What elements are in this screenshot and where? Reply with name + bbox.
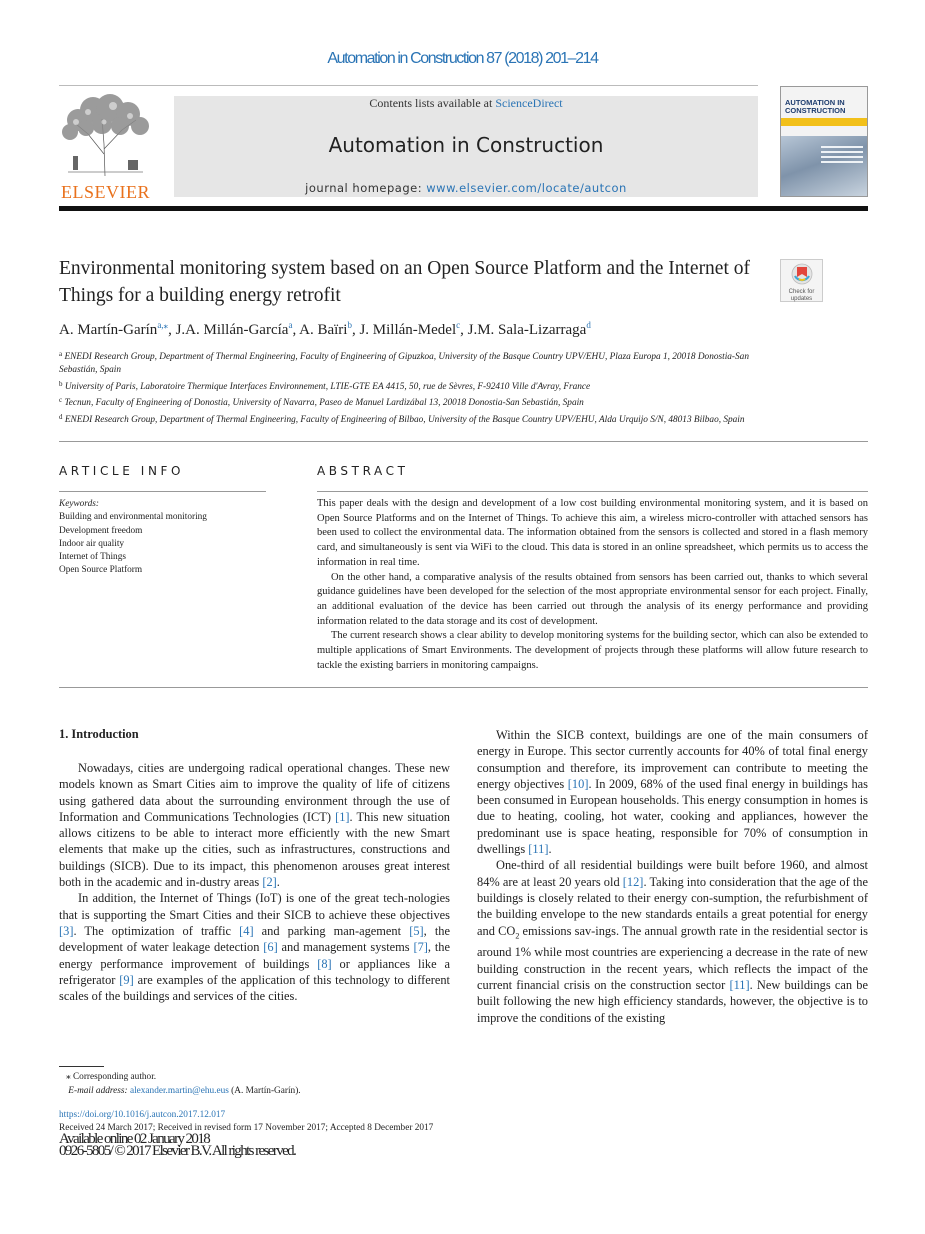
homepage-prefix: journal homepage: bbox=[305, 181, 427, 195]
body-paragraph bbox=[59, 760, 450, 890]
text: , the development of water leakage detection bbox=[59, 923, 450, 955]
citation-link[interactable]: [9] bbox=[119, 972, 134, 987]
citation-link[interactable]: [6] bbox=[263, 940, 278, 955]
author-affil-sup[interactable]: a,⁎ bbox=[157, 320, 169, 330]
text: emissions sav-ings. The annual growth rate in the residential sector is around 1% while most countries are experiencing a decrease in the rate of new building construction in the recent years, which reflects the impact of the current financial crisis on the construction sector bbox=[477, 923, 868, 992]
affiliation-sup: d bbox=[59, 412, 63, 421]
divider bbox=[59, 687, 868, 688]
received-dates: Received 24 March 2017; Received in revised form 17 November 2017; Accepted 8 December 2017 bbox=[59, 1123, 434, 1133]
author-list bbox=[59, 320, 859, 339]
header-thick-rule bbox=[59, 206, 868, 211]
text: . New buildings can be built following the new high efficiency standards, however, the objective is to improve the conditions of the existing bbox=[477, 977, 868, 1025]
abstract-paragraph: This paper deals with the design and development of a low cost building environmental monitoring system, and it is based on Open Source Platforms and on the Internet of Things. To achieve this aim, a wireless micro-controller with attached sensors has been used to collect the environmental data. The information obtained from the sensors is collected and stored in a flash memory card, and simultaneously is sent via WiFi to the cloud. This data is stored in an online spreadsheet, which permits us to access the information in real time. bbox=[317, 498, 868, 568]
citation-link[interactable]: [5] bbox=[409, 923, 424, 938]
divider bbox=[317, 491, 868, 492]
doi-link[interactable]: https://doi.org/10.1016/j.autcon.2017.12.017 bbox=[59, 1110, 226, 1120]
body-paragraph bbox=[477, 857, 868, 1025]
email-link[interactable]: alexander.martin@ehu.eus bbox=[129, 1085, 229, 1096]
crossmark-label-1: Check for bbox=[788, 289, 815, 295]
article-info-heading: ARTICLE INFO bbox=[59, 464, 185, 478]
contents-line bbox=[174, 96, 758, 111]
abstract-body bbox=[317, 497, 868, 673]
citation-link[interactable]: [11] bbox=[729, 977, 750, 992]
citation-link[interactable]: [12] bbox=[622, 874, 644, 889]
available-online: Available online 02 January 2018 bbox=[59, 1131, 210, 1147]
text: . This new situation allows citizens to be able to interact more efficiently with the new Smart elements that make up the cities, such as infrastructures, constructions and buildings (SICB). Due to its impact, this phenomenon arouses great interest both in the academic and in-dustry areas bbox=[59, 809, 451, 890]
abstract-heading: ABSTRACT bbox=[317, 464, 409, 478]
body-paragraph bbox=[59, 890, 450, 1004]
contents-prefix: Contents lists available at bbox=[369, 96, 496, 110]
text: Nowadays, cities are undergoing radical operational changes. These new models known as Smart Cities aim to improve the quality of life of citizens using gathered data about the surrounding environment through the use of Information and Communications Technologies (ICT) bbox=[59, 761, 450, 824]
abstract-paragraph: On the other hand, a comparative analysis of the results obtained from sensors has been carried out, thanks to which several guidance guidelines have been developed for the selection of the most appropriate environmental sensor for each project. Finally, an additional evaluation of the device has been carried out through the analysis of its energy performance and providing information related to the data storage and its cost of development. bbox=[317, 571, 868, 627]
divider bbox=[59, 441, 868, 442]
article-title: Environmental monitoring system based on an Open Source Platform and the Internet of Things for a building energy retrofit bbox=[59, 258, 751, 306]
author-name: J. Millán-Medel bbox=[359, 322, 457, 338]
affiliation-text: University of Paris, Laboratoire Thermique Interfaces Environnement, LTIE-GTE EA 4415, 50, rue de Sèvres, F-92410 Ville d'Avray, France bbox=[64, 381, 591, 392]
sciencedirect-link[interactable]: ScienceDirect bbox=[495, 96, 563, 110]
elsevier-tree-icon bbox=[58, 94, 153, 178]
affiliation bbox=[59, 378, 771, 394]
citation-link[interactable]: [10] bbox=[567, 776, 589, 791]
cover-title: AUTOMATION IN CONSTRUCTION bbox=[785, 98, 846, 115]
author-affil-sup[interactable]: a bbox=[288, 320, 293, 330]
publisher-wordmark: ELSEVIER bbox=[61, 182, 150, 202]
author-affil-sup[interactable]: c bbox=[456, 320, 461, 330]
author-name: J.A. Millán-García bbox=[175, 322, 289, 338]
citation-link[interactable]: [3] bbox=[59, 923, 74, 938]
copyright: 0926-5805/ © 2017 Elsevier B.V. All rights reserved. bbox=[59, 1143, 296, 1159]
text: , the energy performance improvement of buildings bbox=[59, 940, 450, 971]
footnote-mark: ⁎ bbox=[65, 1072, 71, 1082]
text: . Taking into consideration that the age of the buildings is closely related to their energy con-sumption, the refurbishment of the building envelope to the new standards entails a great potential for energy and CO bbox=[477, 874, 868, 938]
author-name: J.M. Sala-Lizarraga bbox=[467, 322, 587, 338]
journal-banner bbox=[174, 96, 758, 197]
cover-band bbox=[781, 118, 867, 126]
subscript: 2 bbox=[515, 931, 520, 941]
text: Within the SICB context, buildings are one of the main consumers of energy in Europe. This sector currently accounts for 40% of total final energy consumption and therefore, its improvement can contribute to meeting the energy objectives bbox=[477, 728, 868, 791]
divider bbox=[59, 491, 266, 492]
author-sep: , bbox=[351, 322, 360, 338]
affiliations bbox=[59, 348, 771, 427]
text: and management systems bbox=[277, 940, 414, 955]
citation-link[interactable]: [7] bbox=[413, 940, 428, 955]
affiliation-sup: a bbox=[59, 350, 63, 358]
footnote bbox=[59, 1071, 559, 1098]
keyword: Development freedom bbox=[59, 525, 143, 536]
publisher-logo[interactable] bbox=[58, 94, 153, 202]
keywords-label: Keywords: bbox=[59, 499, 99, 509]
keyword: Building and environmental monitoring bbox=[59, 512, 207, 523]
text: One-third of all residential buildings were built before 1960, and almost 84% are at least 20 years old bbox=[477, 858, 868, 889]
citation-link[interactable]: [4] bbox=[239, 923, 254, 938]
affiliation bbox=[59, 394, 771, 410]
citation-link[interactable]: [2] bbox=[262, 875, 277, 890]
affiliation-text: ENEDI Research Group, Department of Thermal Engineering, Faculty of Engineering of Gipuzkoa, University of the Basque Country UPV/EHU, Plaza Europa 1, 20018 Donostia-San Sebastián, Spain bbox=[59, 352, 749, 376]
text: . In 2009, 68% of the used final energy in buildings has been consumed in European households. This energy consumption in homes is due to heating, cooling, hot water, cooking and appliances, however the predominant use is space heating, responsible for 70% of consumption in dwellings bbox=[477, 776, 868, 857]
affiliation-sup: b bbox=[59, 379, 63, 388]
running-head[interactable]: Automation in Construction 87 (2018) 201–214 bbox=[327, 50, 598, 67]
text: . bbox=[548, 842, 552, 857]
body-column-right bbox=[477, 727, 868, 1026]
email-label: E-mail address: bbox=[68, 1085, 130, 1096]
affiliation-text: ENEDI Research Group, Department of Thermal Engineering, Faculty of Engineering of Bilbao, University of the Basque Country UPV/EHU, Alda Urquijo S/N, 48013 Bilbao, Spain bbox=[64, 414, 745, 425]
author-sep: , bbox=[460, 322, 468, 338]
section-heading: 1. Introduction bbox=[59, 727, 139, 741]
affiliation bbox=[59, 411, 771, 427]
affiliation-text: Tecnun, Faculty of Engineering of Donostia, University of Navarra, Paseo de Manuel Lardizábal 13, 20018 Donostia-San Sebastián, Spain bbox=[64, 398, 584, 409]
citation-link[interactable]: [11] bbox=[528, 842, 549, 857]
crossmark-icon bbox=[791, 263, 813, 285]
author-name: A. Baïri bbox=[299, 322, 348, 338]
text: or appliances like a refrigerator bbox=[59, 956, 450, 987]
citation-link[interactable]: [8] bbox=[317, 956, 332, 971]
keyword: Open Source Platform bbox=[59, 565, 143, 576]
email-suffix: (A. Martín-Garín). bbox=[228, 1085, 301, 1096]
author-affil-sup[interactable]: d bbox=[586, 320, 591, 330]
text: In addition, the Internet of Things (IoT) is one of the great tech-nologies that is supporting the Smart Cities and their SICB to achieve these objectives bbox=[59, 891, 450, 922]
journal-cover[interactable] bbox=[780, 86, 868, 197]
text: are examples of the application of this technology to different scales of the buildings and services of the cities. bbox=[59, 972, 450, 1004]
text: and parking man-agement bbox=[253, 923, 410, 938]
body-paragraph bbox=[477, 727, 868, 857]
email-note bbox=[59, 1085, 559, 1099]
journal-name: Automation in Construction bbox=[328, 133, 604, 157]
homepage-line bbox=[174, 181, 758, 195]
text: . bbox=[276, 875, 280, 890]
cover-text-lines bbox=[821, 143, 863, 166]
crossmark-badge[interactable] bbox=[780, 259, 823, 302]
author-sep: , bbox=[292, 322, 300, 338]
corresponding-text: Corresponding author. bbox=[70, 1072, 157, 1082]
footnote-rule bbox=[59, 1066, 104, 1067]
affiliation bbox=[59, 348, 771, 378]
citation-link[interactable]: [1] bbox=[335, 809, 350, 824]
keywords-block bbox=[59, 498, 269, 578]
abstract-paragraph: The current research shows a clear ability to develop monitoring systems for the building sector, which can also be extended to multiple applications of Smart Environments. The development of projects through these platforms will allow future research to tackle the existing barriers in monitoring campaigns. bbox=[317, 630, 868, 671]
text: . The optimization of traffic bbox=[73, 923, 240, 938]
keyword: Internet of Things bbox=[59, 552, 126, 563]
author-affil-sup[interactable]: b bbox=[347, 320, 352, 330]
keyword: Indoor air quality bbox=[59, 538, 125, 549]
author-name: A. Martín-Garín bbox=[59, 322, 158, 338]
affiliation-sup: c bbox=[59, 396, 63, 405]
top-rule bbox=[59, 85, 758, 86]
body-column-left bbox=[59, 760, 450, 1004]
author-sep: , bbox=[168, 322, 176, 338]
crossmark-label-2: updates bbox=[790, 296, 813, 302]
corresponding-note bbox=[59, 1071, 559, 1085]
homepage-link[interactable]: www.elsevier.com/locate/autcon bbox=[426, 181, 627, 195]
